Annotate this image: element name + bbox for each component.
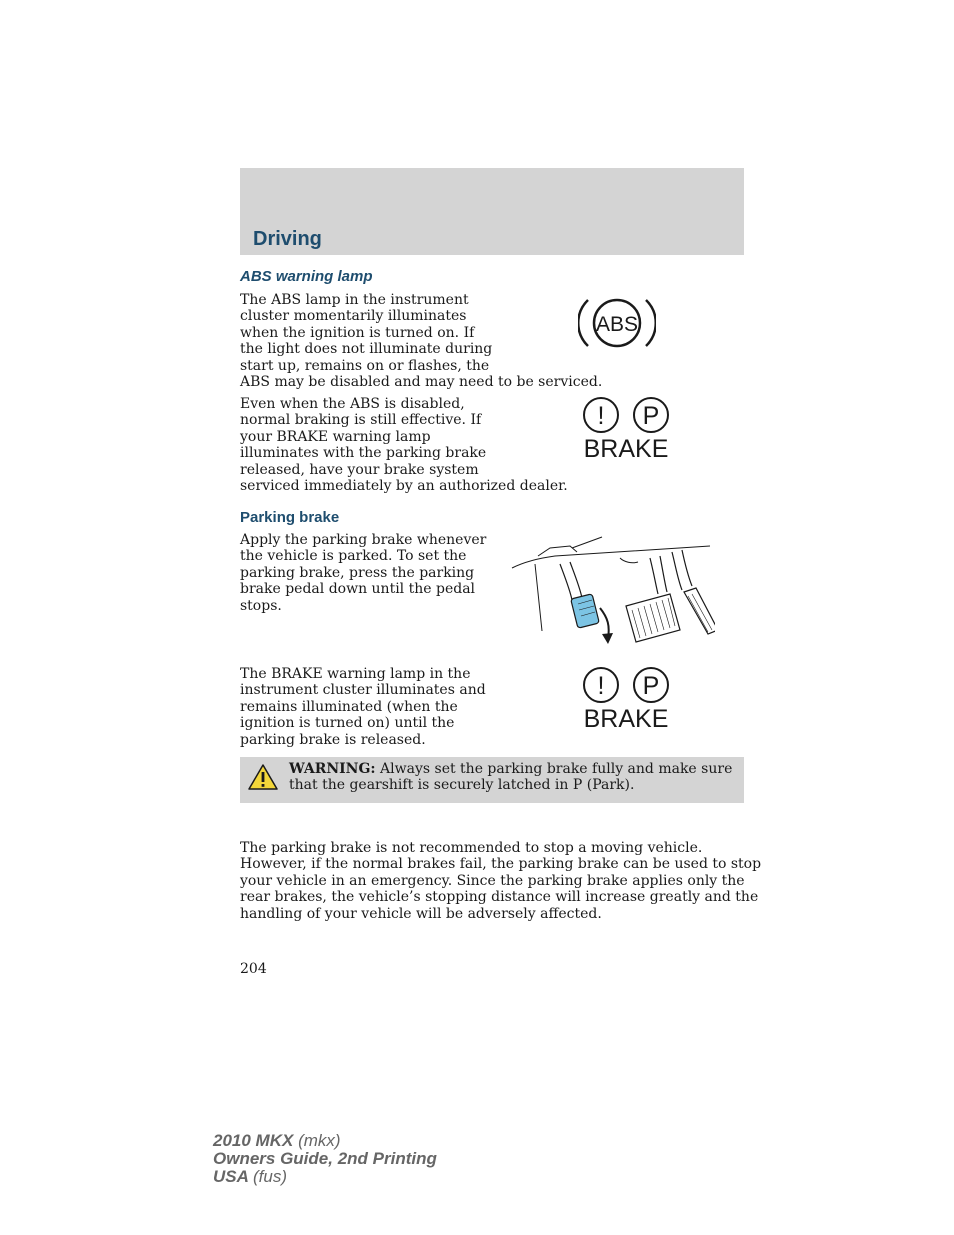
brake-icon-label: BRAKE — [583, 435, 669, 462]
park-icon: P — [642, 672, 660, 700]
warning-label: WARNING: — [289, 761, 376, 777]
exclamation-icon: ! — [597, 672, 605, 700]
abs-paragraph-2: Even when the ABS is disabled, normal braking is still effective. If your BRAKE warning lamp illuminates with the parking brake released, have your brake system serviced immediately by an authorized dealer. — [240, 396, 568, 495]
park-icon: P — [642, 402, 660, 430]
parking-brake-pedal-illustration — [510, 534, 715, 650]
parking-paragraph-1: Apply the parking brake whenever the vehicle is parked. To set the parking brake, press the parking brake pedal down until the pedal stops. — [240, 532, 487, 614]
closing-paragraph: The parking brake is not recommended to stop a moving vehicle. However, if the normal brakes fail, the parking brake can be used to stop your vehicle in an emergency. Since the parking brake applies only the rear brakes, the vehicle’s stopping distance will increase greatly and the handling of your vehicle will be adversely affected. — [240, 840, 762, 922]
section-title: Driving — [253, 228, 322, 250]
parking-brake-heading: Parking brake — [240, 509, 340, 526]
abs-heading: ABS warning lamp — [240, 268, 373, 285]
abs-paragraph-1: The ABS lamp in the instrument cluster momentarily illuminates when the ignition is turned on. If the light does not illuminate during start up, remains on or flashes, the ABS may be disabled and may need to be serviced. — [240, 292, 603, 391]
warning-triangle-icon — [247, 763, 279, 791]
brake-warning-icon-2 — [580, 666, 674, 732]
warning-text: WARNING: Always set the parking brake fully and make sure that the gearshift is securely latched in P (Park). — [289, 761, 733, 794]
abs-icon-label: ABS — [595, 313, 639, 336]
page-number: 204 — [240, 961, 267, 977]
abs-warning-icon — [578, 292, 656, 354]
brake-icon-label: BRAKE — [583, 705, 669, 732]
parking-paragraph-2: The BRAKE warning lamp in the instrument cluster illuminates and remains illuminated (when the ignition is turned on) until the parking brake is released. — [240, 666, 486, 748]
exclamation-icon: ! — [597, 402, 605, 430]
brake-warning-icon — [580, 396, 674, 462]
document-footer: 2010 MKX (mkx) Owners Guide, 2nd Printing USA (fus) — [213, 1131, 437, 1186]
